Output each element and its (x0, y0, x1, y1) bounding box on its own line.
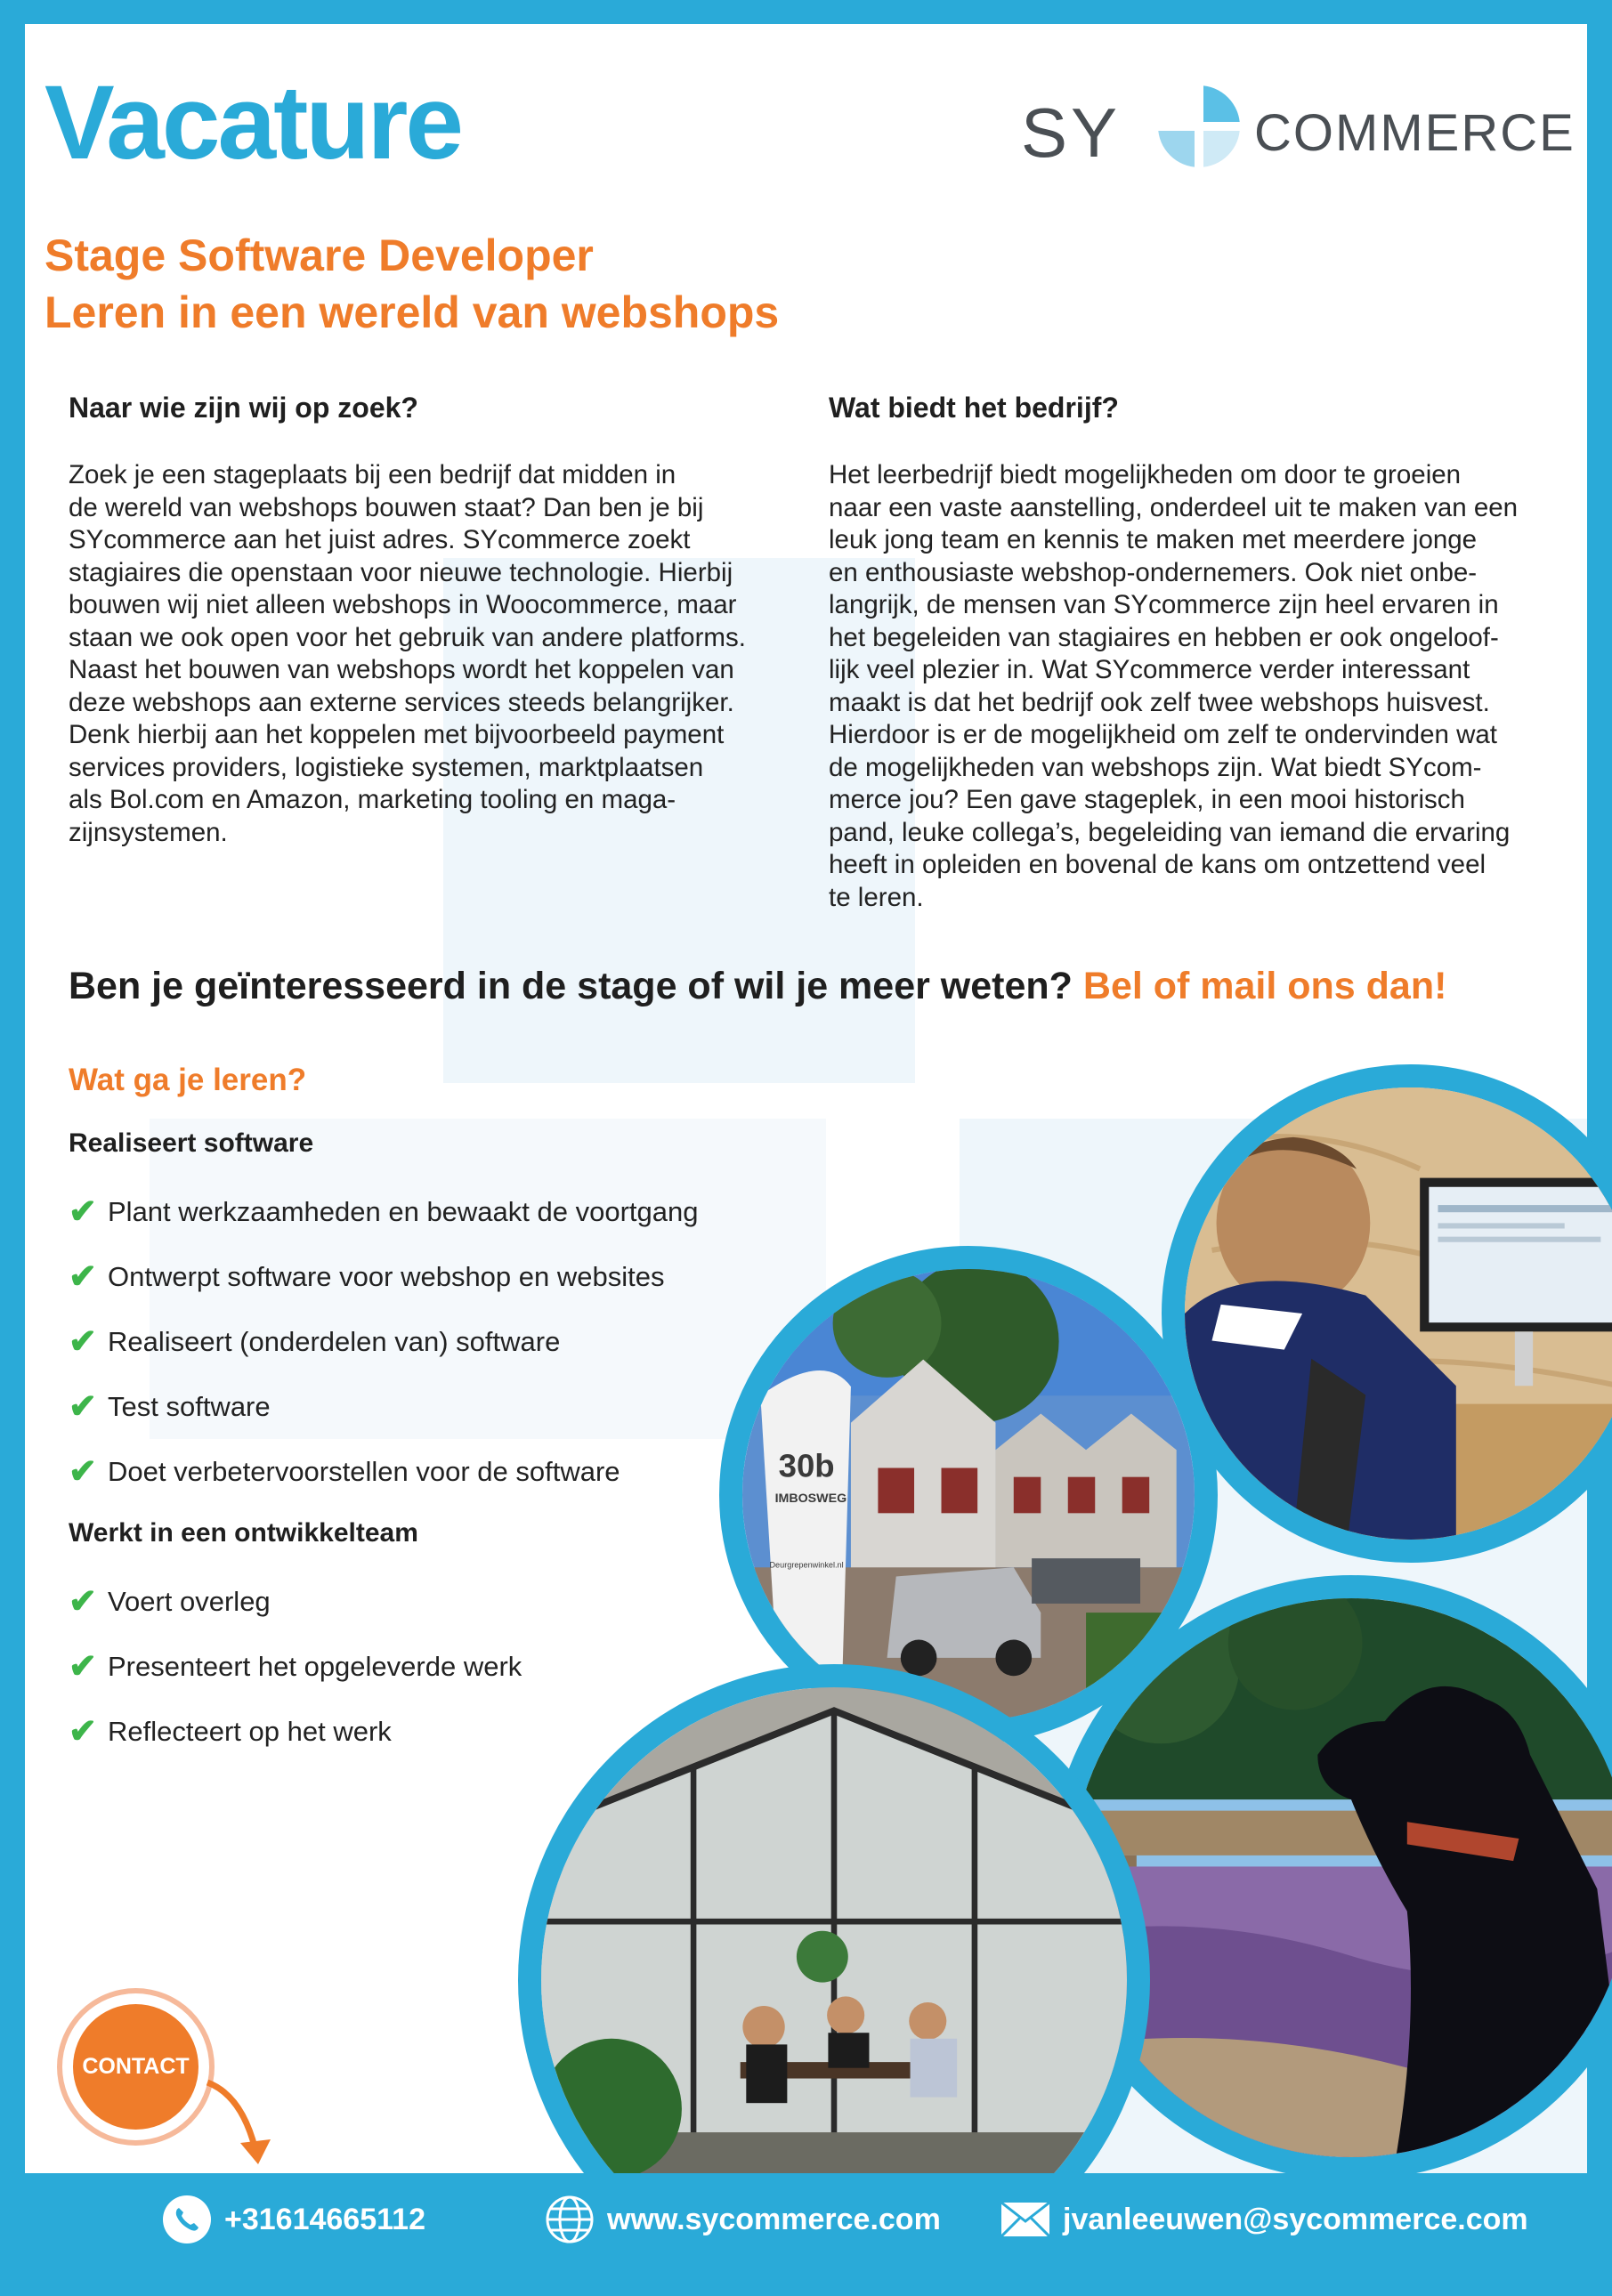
building-photo-illustration (742, 1269, 1195, 1721)
learn-list-item: ✔ Doet verbetervoorstellen voor de software (69, 1453, 620, 1491)
learn-list-item: ✔ Ontwerpt software voor webshop en websites (69, 1258, 665, 1296)
checkmark-icon: ✔ (69, 1713, 97, 1750)
checkmark-icon: ✔ (69, 1453, 97, 1491)
checkmark-icon: ✔ (69, 1648, 97, 1686)
learn-list-item: ✔ Presenteert het opgeleverde werk (69, 1648, 522, 1686)
cta-question: Ben je geïnteresseerd in de stage of wil je meer weten? (69, 965, 1073, 1007)
logo-text-commerce: COMMERCE (1254, 104, 1576, 162)
checkmark-icon: ✔ (69, 1388, 97, 1426)
checkmark-icon: ✔ (69, 1323, 97, 1361)
footer-phone-text: +31614665112 (224, 2202, 425, 2236)
page-title: Vacature (45, 64, 461, 182)
checkmark-icon: ✔ (69, 1258, 97, 1296)
contact-button[interactable] (62, 1993, 209, 2140)
flag-brand: Deurgrepenwinkel.nl (769, 1560, 844, 1570)
dog-photo-illustration (1072, 1598, 1612, 2157)
contact-button-label: CONTACT (73, 2004, 198, 2130)
job-title: Stage Software Developer (45, 230, 594, 280)
footer-website-text: www.sycommerce.com (607, 2202, 941, 2236)
arrow-icon (203, 2074, 292, 2171)
globe-icon (545, 2195, 595, 2244)
flag-number: 30b (778, 1447, 835, 1484)
learn-group-title: Werkt in een ontwikkelteam (69, 1518, 418, 1548)
learn-list-item: ✔ Reflecteert op het werk (69, 1713, 392, 1750)
call-to-action (69, 965, 1446, 1008)
right-column-heading: Wat biedt het bedrijf? (829, 392, 1119, 424)
footer-email-text: jvanleeuwen@sycommerce.com (1063, 2202, 1528, 2236)
left-column-heading: Naar wie zijn wij op zoek? (69, 392, 418, 424)
logo-text-sy: SY (1021, 93, 1122, 172)
checkmark-icon: ✔ (69, 1583, 97, 1621)
footer-phone[interactable] (162, 2195, 425, 2244)
mail-icon (1000, 2195, 1050, 2244)
footer-website[interactable] (545, 2195, 941, 2244)
cta-action: Bel of mail ons dan! (1082, 965, 1447, 1007)
learn-list-item: ✔ Voert overleg (69, 1583, 271, 1621)
learn-heading: Wat ga je leren? (69, 1063, 307, 1097)
checkmark-icon: ✔ (69, 1193, 97, 1231)
phone-icon (162, 2195, 212, 2244)
learn-list-item: ✔ Test software (69, 1388, 271, 1426)
company-logo[interactable] (1021, 82, 1576, 180)
footer-bar (0, 2173, 1612, 2278)
learn-list-item: ✔ Realiseert (onderdelen van) software (69, 1323, 561, 1361)
learn-list-item: ✔ Plant werkzaamheden en bewaakt de voortgang (69, 1193, 699, 1231)
left-column-body: Zoek je een stageplaats bij een bedrijf dat midden in de wereld van webshops bouwen staat? Dan ben je bij SYcommerce aan het juist adres. SYcommerce zoekt stagiaires die openstaan voor nieuwe technologie. Hierbij bouwen wij niet alleen webshops in Woocommerce, maar staan we ook open voor het gebruik van andere platforms. Naast het bouwen van webshops wordt het koppelen van deze webshops aan externe services steeds belangrijker. Denk hierbij aan het koppelen met bijvoorbeeld payment services providers, logistieke systemen, marktplaatsen als Bol.com en Amazon, marketing tooling en maga- zijnsystemen. (69, 460, 746, 847)
job-tagline: Leren in een wereld van webshops (45, 287, 780, 337)
learn-group-title: Realiseert software (69, 1128, 314, 1158)
footer-email[interactable] (1000, 2195, 1528, 2244)
flag-street: IMBOSWEG (774, 1492, 847, 1507)
logo-mark-icon (1154, 82, 1243, 171)
office-photo-illustration (1185, 1087, 1612, 1540)
right-column-body: Het leerbedrijf biedt mogelijkheden om door te groeien naar een vaste aanstelling, onderdeel uit te maken van een leuk jong team en kennis te maken met meerdere jonge en enthousiaste webshop-ondernemers. Ook niet onbe- langrijk, de mensen van SYcommerce zijn heel ervaren in het begeleiden van stagiaires en hebben er ook ongeloof- lijk veel plezier in. Wat SYcommerce verder interessant maakt is dat het bedrijf ook zelf twee webshops huisvest. Hierdoor is er de mogelijkheid om zelf te ondervinden wat de mogelijkheden van webshops zijn. Wat biedt SYcom- merce jou? Een gave stageplek, in een mooi historisch pand, leuke collega’s, begeleiding van iemand die ervaring heeft in opleiden en bovenal de kans om ontzettend veel te leren. (829, 460, 1519, 912)
